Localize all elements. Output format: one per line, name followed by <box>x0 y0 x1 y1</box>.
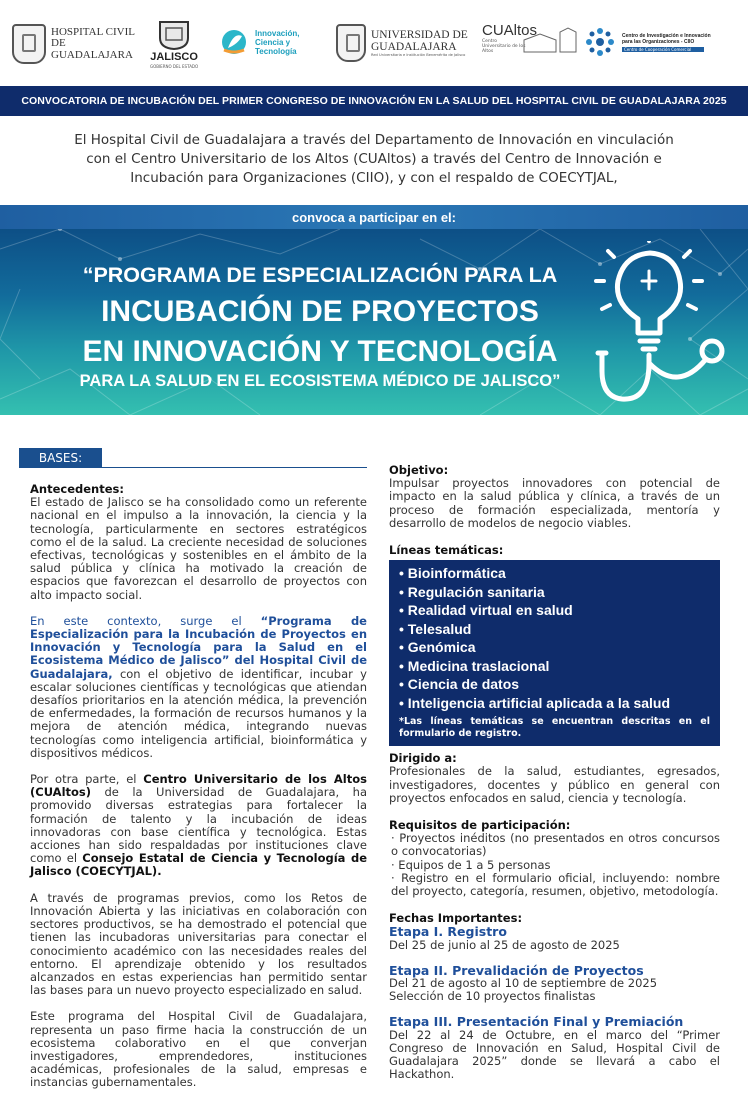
banner-line-1: “PROGRAMA DE ESPECIALIZACIÓN PARA LA <box>82 263 558 287</box>
linea-item: • Regulación sanitaria <box>399 583 545 600</box>
context-lead: En este contexto, surge el <box>30 613 261 628</box>
etapa-1-text: Del 25 de junio al 25 de agosto de 2025 <box>389 937 620 952</box>
innovacion-logo-text: Innovación, Ciencia y Tecnología <box>255 28 300 56</box>
jalisco-logo-text: JALISCO <box>150 51 198 63</box>
udg-logo-sub: Red Universitaria e Institución Benemérita de Jalisco <box>371 53 466 58</box>
linea-item: • Bioinformática <box>399 565 506 582</box>
etapa-3-text: Del 22 al 24 de Octubre, en el marco del “Primer Congreso de Innovación en Salud, Hospital Civil de Guadalajara 2025” donde se llevará a cabo el Hackathon. <box>389 1027 720 1082</box>
intro-line: Incubación para Organizaciones (CIIO), y con el respaldo de COECYTJAL, <box>130 170 618 186</box>
programs-paragraph: A través de programas previos, como los Retos de Innovación Abierta y las iniciativas en colaboración con sectores productivos, se ha demostrado el potencial que tienen las incubadoras universitarias para conectar el conocimiento académico con las necesidades reales del entorno. El aprendizaje obtenido y los resultados alcanzados en estas experiencias han permitido sentar las bases para un nuevo proyecto especializado en salud. <box>30 890 367 998</box>
innovacion-leaf-icon <box>218 28 250 56</box>
intro-paragraph <box>40 131 708 188</box>
jalisco-crest-icon <box>154 20 194 50</box>
fechas-heading: Fechas Importantes: <box>389 911 523 926</box>
intro-line: El Hospital Civil de Guadalajara a través del Departamento de Innovación en vinculación <box>74 132 674 148</box>
etapa-3-heading: Etapa III. Presentación Final y Premiación <box>389 1014 684 1030</box>
coecytjal-name: Consejo Estatal de Ciencia y Tecnología de Jalisco (COECYTJAL). <box>30 851 367 879</box>
jalisco-logo <box>150 20 198 69</box>
hcg-crest-icon <box>12 24 46 64</box>
ciio-logo-text: Centro de Investigación e Innovación para las Organizaciones - CIIO <box>622 32 711 45</box>
linea-item: • Realidad virtual en salud <box>399 602 573 619</box>
ciio-logo-sub: Centro de Cooperación Comercial <box>622 47 704 52</box>
innovacion-logo <box>218 28 327 56</box>
cualtos-text: de la Universidad de Guadalajara, ha promovido diversas estrategias para fortalecer la formación de talento y la incubación de ideas innovadoras con base científica y tecnológica. Estas acciones han sido respaldadas por instituciones clave como el <box>30 785 367 866</box>
cualtos-building-icon <box>520 26 580 54</box>
etapa-1-heading: Etapa I. Registro <box>389 924 507 940</box>
ciio-sparkle-icon <box>583 26 617 58</box>
right-column <box>389 464 720 1095</box>
requisitos-heading: Requisitos de participación: <box>389 818 571 833</box>
linea-item: • Inteligencia artificial aplicada a la salud <box>399 694 671 711</box>
cualtos-logo-text: CUAltos <box>482 22 538 39</box>
convoca-bar: convoca a participar en el: <box>0 205 748 229</box>
requisito-item: · Proyectos inéditos (no presentados en otros concursos o convocatorias) <box>391 831 720 859</box>
bases-divider <box>19 467 367 468</box>
objetivo-text: Impulsar proyectos innovadores con potencial de impacto en la salud pública y clínica, a través de un proceso de formación especializada, mentoría y desarrollo de modelos de negocio viables. <box>389 476 720 530</box>
linea-item: • Ciencia de datos <box>399 676 520 693</box>
requisito-item: · Equipos de 1 a 5 personas <box>391 857 551 872</box>
lineas-note: *Las líneas temáticas se encuentran descritas en el formulario de registro. <box>399 716 710 740</box>
intro-line: con el Centro Universitario de los Altos (CUAltos) a través del Centro de Innovación e <box>86 151 662 167</box>
antecedentes-text: El estado de Jalisco se ha consolidado como un referente nacional en el impulso a la innovación, la ciencia y la tecnología, particularmente en sectores estratégicos como el de la salud. La creciente necesidad de soluciones efectivas, tecnológicas y sostenibles en el ámbito de la salud pública y clínica ha motivado la creación de espacios que favorezcan el desarrollo de proyectos con alto impacto social. <box>30 495 367 602</box>
banner-line-3: EN INNOVACIÓN Y TECNOLOGÍA <box>82 335 558 368</box>
etapa-2-selection: Selección de 10 proyectos finalistas <box>389 989 596 1004</box>
hcg-logo <box>12 24 146 64</box>
objetivo-heading: Objetivo: <box>389 463 449 477</box>
cualtos-name: Centro Universitario de los Altos (CUAltos) <box>30 772 367 800</box>
etapa-2-heading: Etapa II. Prevalidación de Proyectos <box>389 962 644 978</box>
cualtos-logo <box>482 22 537 54</box>
banner-line-2: INCUBACIÓN DE PROYECTOS <box>101 295 539 328</box>
linea-item: • Genómica <box>399 639 476 656</box>
dirigido-heading: Dirigido a: <box>389 751 457 766</box>
program-banner <box>0 229 748 415</box>
lineas-box <box>389 560 720 746</box>
program-name: “Programa de Especialización para la Incubación de Proyectos en Innovación y Tecnología para la Salud en el Ecosistema Médico de Jalisco” del Hospital Civil de Guadalajara, <box>30 613 367 681</box>
logos-row <box>0 0 748 86</box>
bases-label: BASES: <box>19 448 102 468</box>
udg-logo-text: UNIVERSIDAD DE GUADALAJARA <box>371 28 468 53</box>
hcg-logo-text: HOSPITAL CIVIL DE GUADALAJARA <box>51 25 135 61</box>
jalisco-logo-sub: GOBIERNO DEL ESTADO <box>150 64 199 69</box>
requisito-item: · Registro en el formulario oficial, incluyendo: nombre del proyecto, categoría, resumen, objetivo, metodología. <box>391 870 720 899</box>
antecedentes-heading: Antecedentes: <box>30 482 124 496</box>
dirigido-text: Profesionales de la salud, estudiantes, egresados, investigadores, docentes y público en general con proyectos enfocados en salud, ciencia y tecnología. <box>389 764 720 805</box>
udg-logo <box>336 24 481 62</box>
cualtos-logo-sub: Centro Universitario de los Altos <box>482 39 526 54</box>
lineas-heading: Líneas temáticas: <box>389 543 504 558</box>
ecosystem-paragraph: Este programa del Hospital Civil de Guadalajara, representa un paso firme hacia la construcción de un ecosistema colaborativo en el que converjan investigadores, emprendedores, instituciones académicas, profesionales de la salud, empresas e instancias gubernamentales. <box>30 1009 367 1090</box>
ciio-logo <box>583 26 722 58</box>
linea-item: • Medicina traslacional <box>399 657 550 674</box>
context-text: con el objetivo de identificar, incubar y escalar soluciones científicas y tecnológicas que atiendan desafíos prioritarios en la atención médica, la prevención de enfermedades, la formación de recursos humanos y la mejora de atención médica, integrando nuevas tecnologías como inteligencia artificial, bioinformática y dispositivos médicos. <box>30 666 367 760</box>
lightbulb-stethoscope-icon <box>588 241 738 413</box>
banner-line-4: PARA LA SALUD EN EL ECOSISTEMA MÉDICO DE JALISCO” <box>79 372 561 390</box>
linea-item: • Telesalud <box>399 620 472 637</box>
etapa-2-dates: Del 21 de agosto al 10 de septiembre de 2025 <box>389 976 658 991</box>
left-column <box>30 483 367 1103</box>
cualtos-lead: Por otra parte, el <box>30 772 144 787</box>
convocatoria-title-bar: CONVOCATORIA DE INCUBACIÓN DEL PRIMER CONGRESO DE INNOVACIÓN EN LA SALUD DEL HOSPITAL CIVIL DE GUADALAJARA 2025 <box>0 86 748 116</box>
udg-crest-icon <box>336 24 366 62</box>
